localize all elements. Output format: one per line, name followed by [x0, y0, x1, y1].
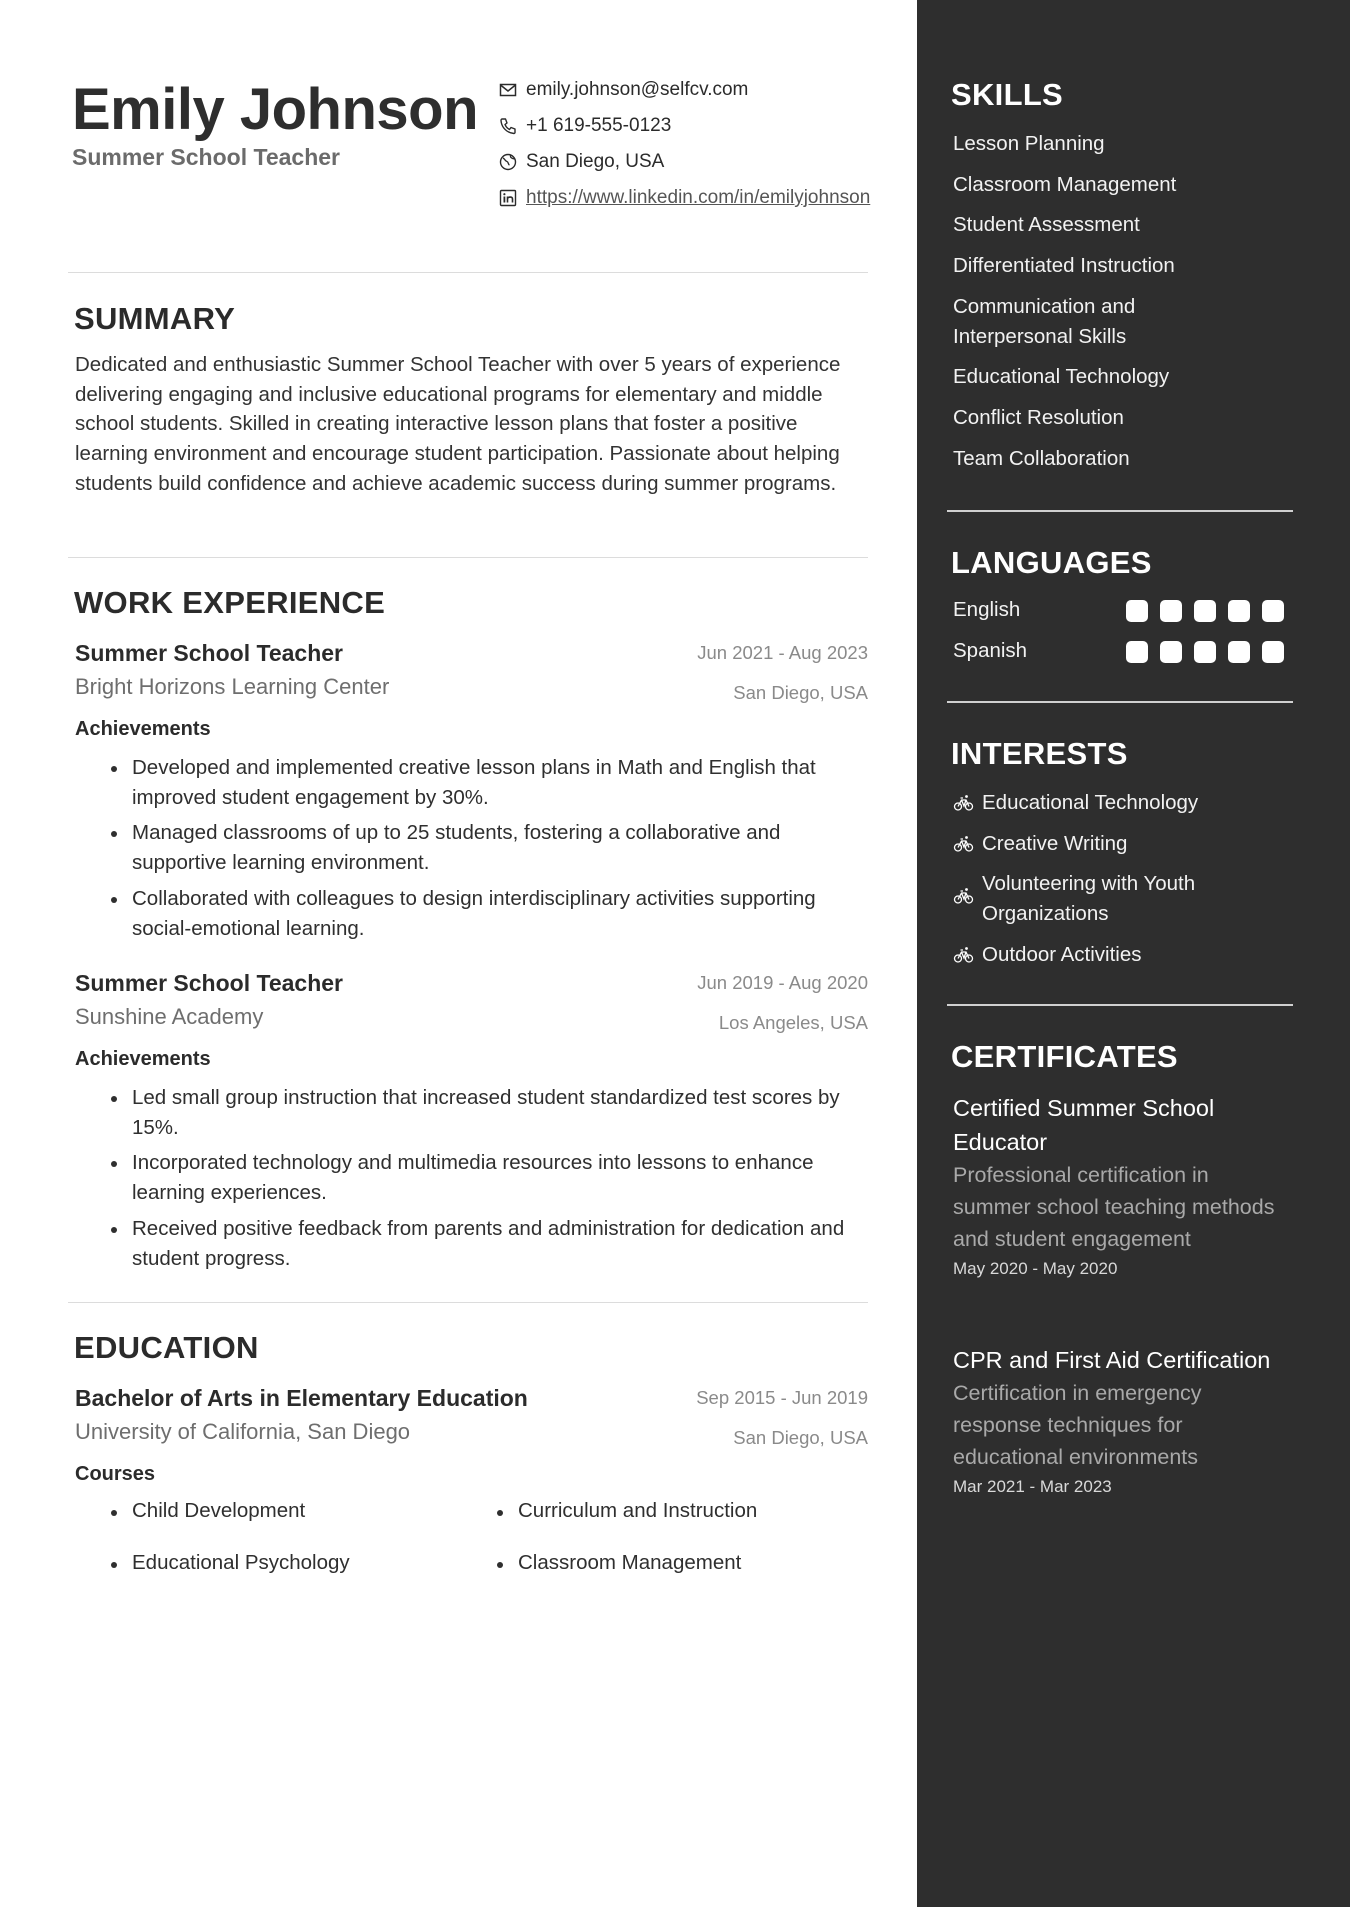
job-entry	[75, 640, 868, 950]
skills-heading: SKILLS	[951, 77, 1064, 112]
achievement-item: Collaborated with colleagues to design interdisciplinary activities supporting social-emotional learning.	[75, 884, 868, 943]
language-name: English	[953, 598, 1021, 621]
education-entry	[75, 1385, 868, 1595]
proficiency-dot	[1262, 641, 1284, 663]
education-dates: Sep 2015 - Jun 2019	[696, 1387, 868, 1408]
interest-label: Outdoor Activities	[982, 942, 1142, 966]
interests-divider	[947, 1004, 1293, 1006]
bicycle-icon	[953, 944, 974, 965]
course-item: Educational Psychology	[75, 1551, 350, 1575]
language-name: Spanish	[953, 639, 1028, 662]
email-text: emily.johnson@selfcv.com	[526, 79, 749, 100]
phone-text: +1 619-555-0123	[526, 115, 672, 136]
certificate-dates: May 2020 - May 2020	[953, 1259, 1118, 1278]
envelope-icon	[498, 80, 518, 100]
skill-item: Differentiated Instruction	[953, 254, 1175, 278]
languages-divider	[947, 701, 1293, 703]
proficiency-dot	[1194, 600, 1216, 622]
certificate-title: Certified Summer School Educator	[953, 1095, 1215, 1155]
course-item: Classroom Management	[461, 1551, 741, 1575]
resume-sidebar	[917, 0, 1350, 1907]
achievement-item: Incorporated technology and multimedia resources into lessons to enhance learning experiences.	[75, 1148, 868, 1207]
achievement-list	[75, 753, 868, 949]
summary-heading: SUMMARY	[74, 301, 236, 336]
achievements-label: Achievements	[75, 1048, 211, 1070]
interest-label: Creative Writing	[982, 831, 1128, 855]
language-row	[953, 639, 1293, 669]
contact-location	[498, 148, 878, 175]
language-level	[1126, 641, 1296, 663]
job-location: Los Angeles, USA	[718, 1012, 868, 1033]
linkedin-icon	[498, 188, 518, 208]
resume-header	[68, 70, 871, 274]
job-location: San Diego, USA	[733, 682, 868, 703]
interest-item	[953, 829, 1293, 859]
interest-label: Volunteering with Youth Organizations	[982, 872, 1196, 926]
linkedin-link[interactable]: https://www.linkedin.com/in/emilyjohnson	[526, 187, 871, 208]
contact-email[interactable]	[498, 76, 878, 103]
phone-icon	[498, 116, 518, 136]
achievement-list	[75, 1083, 868, 1279]
school-name: University of California, San Diego	[75, 1419, 411, 1444]
language-row	[953, 598, 1293, 628]
skill-item: Communication and Interpersonal Skills	[953, 294, 1136, 348]
proficiency-dot	[1126, 600, 1148, 622]
globe-icon	[498, 152, 518, 172]
proficiency-dot	[1228, 600, 1250, 622]
skills-list	[953, 129, 1293, 484]
achievement-item: Developed and implemented creative lesson plans in Math and English that improved student engagement by 30%.	[75, 753, 868, 812]
proficiency-dot	[1228, 641, 1250, 663]
education-location: San Diego, USA	[733, 1427, 868, 1448]
achievement-item: Managed classrooms of up to 25 students, fostering a collaborative and supportive learning environment.	[75, 818, 868, 877]
contact-linkedin[interactable]	[498, 184, 878, 211]
degree-title: Bachelor of Arts in Elementary Education	[75, 1385, 528, 1411]
course-item: Child Development	[75, 1499, 305, 1523]
skill-item: Student Assessment	[953, 213, 1140, 237]
job-title: Summer School Teacher	[75, 640, 343, 666]
certificate-entry	[953, 1343, 1283, 1499]
interest-item	[953, 940, 1293, 970]
summary-divider	[68, 557, 868, 558]
job-title: Summer School Teacher	[75, 970, 343, 996]
experience-divider	[68, 1302, 868, 1303]
skill-item: Educational Technology	[953, 365, 1170, 389]
proficiency-dot	[1194, 641, 1216, 663]
job-organization: Bright Horizons Learning Center	[75, 674, 390, 699]
location-text: San Diego, USA	[526, 151, 665, 172]
skill-item: Lesson Planning	[953, 132, 1105, 155]
languages-heading: LANGUAGES	[951, 545, 1152, 580]
bicycle-icon	[953, 792, 974, 813]
achievement-item: Led small group instruction that increased student standardized test scores by 15%.	[75, 1083, 868, 1142]
candidate-role: Summer School Teacher	[72, 144, 340, 170]
education-heading: EDUCATION	[74, 1330, 259, 1365]
language-level	[1126, 600, 1296, 622]
courses-label: Courses	[75, 1463, 156, 1485]
certificate-description: Certification in emergency response techniques for educational environments	[953, 1381, 1202, 1469]
interest-label: Educational Technology	[982, 791, 1199, 814]
summary-text: Dedicated and enthusiastic Summer School Teacher with over 5 years of experience delivering engaging and inclusive educational programs for elementary and middle school students. Skilled in creating interactive lesson plans that foster a positive learning environment and encourage student participation. Passionate about helping students build confidence and achieve academic success during summer programs.	[75, 353, 841, 495]
course-item: Curriculum and Instruction	[461, 1499, 757, 1523]
skill-item: Conflict Resolution	[953, 405, 1124, 429]
job-organization: Sunshine Academy	[75, 1004, 264, 1029]
job-dates: Jun 2019 - Aug 2020	[697, 972, 868, 993]
job-dates: Jun 2021 - Aug 2023	[697, 642, 868, 663]
certificate-dates: Mar 2021 - Mar 2023	[953, 1477, 1112, 1496]
header-divider	[68, 272, 868, 273]
interest-item	[953, 869, 1233, 928]
interests-heading: INTERESTS	[951, 736, 1128, 771]
proficiency-dot	[1262, 600, 1284, 622]
interest-item	[953, 788, 1293, 818]
interests-list	[953, 788, 1293, 981]
bicycle-icon	[953, 833, 974, 854]
certificate-title: CPR and First Aid Certification	[953, 1347, 1271, 1373]
skill-item: Classroom Management	[953, 172, 1177, 196]
achievements-label: Achievements	[75, 718, 211, 740]
proficiency-dot	[1126, 641, 1148, 663]
certificates-heading: CERTIFICATES	[951, 1039, 1178, 1074]
proficiency-dot	[1160, 600, 1182, 622]
contact-list	[498, 76, 878, 220]
skills-divider	[947, 510, 1293, 512]
certificate-entry	[953, 1091, 1283, 1281]
contact-phone[interactable]	[498, 112, 878, 139]
certificate-description: Professional certification in summer school teaching methods and student engagement	[953, 1163, 1275, 1251]
candidate-name: Emily Johnson	[72, 77, 479, 142]
proficiency-dot	[1160, 641, 1182, 663]
achievement-item: Received positive feedback from parents and administration for dedication and student progress.	[75, 1214, 868, 1273]
work-experience-heading: WORK EXPERIENCE	[74, 585, 386, 620]
job-entry	[75, 970, 868, 1280]
skill-item: Team Collaboration	[953, 446, 1130, 470]
bicycle-icon	[953, 885, 974, 906]
